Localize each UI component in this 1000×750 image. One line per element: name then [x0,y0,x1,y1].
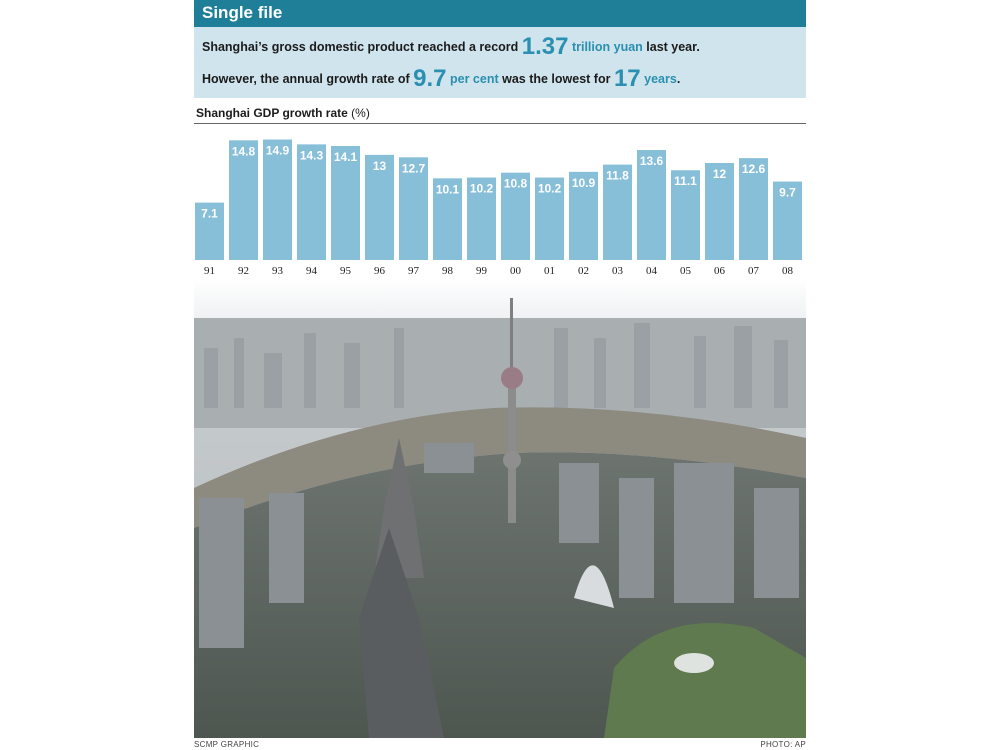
gdp-unit: trillion yuan [568,40,643,54]
intro-text: Shanghai’s gross domestic product reached a record [202,40,522,54]
intro-line-1 [202,33,700,61]
growth-unit: per cent [446,72,499,86]
intro-text: was the lowest for [498,72,614,86]
bar-value-label: 14.8 [231,144,256,159]
years-unit: years [640,72,677,86]
x-tick-label: 95 [340,265,351,277]
graphic-credit: SCMP GRAPHIC [194,740,260,749]
bar-value-label: 14.1 [333,149,358,164]
x-tick-label: 98 [442,265,453,277]
bar-value-label: 9.7 [779,185,796,200]
bar-value-label: 13 [372,158,387,173]
gdp-figure: 1.37 [521,33,569,60]
x-tick-label: 93 [272,265,283,277]
years-figure: 17 [613,65,641,92]
intro-box [194,27,806,98]
x-tick-label: 04 [646,265,657,277]
shanghai-skyline-photo [194,278,806,738]
bar-value-label: 12.7 [401,161,426,176]
bar-value-label: 10.2 [537,181,562,196]
intro-text: . [676,72,681,86]
x-tick-label: 03 [612,265,623,277]
page-title: Single file [202,3,283,22]
header-banner [194,0,806,27]
x-tick-label: 92 [238,265,249,277]
bar-value-label: 10.2 [469,181,494,196]
photo-credit: PHOTO: AP [760,740,806,749]
x-tick-label: 00 [510,265,521,277]
bar-value-label: 12 [712,166,727,181]
x-tick-label: 96 [374,265,385,277]
growth-figure: 9.7 [413,65,447,92]
bar-value-label: 11.1 [674,174,697,189]
bar-value-label: 7.1 [201,206,218,221]
gdp-bar-chart [194,124,806,278]
x-tick-label: 99 [476,265,487,277]
x-tick-label: 08 [782,265,793,277]
intro-text: last year. [642,40,700,54]
x-tick-label: 07 [748,265,759,277]
bar-value-label: 10.8 [503,176,528,191]
chart-title-unit: (%) [347,106,370,120]
x-tick-label: 05 [680,265,691,277]
skyline-illustration [194,278,806,738]
bar-value-label: 10.1 [435,182,460,197]
x-tick-label: 94 [306,265,317,277]
bar-value-label: 13.6 [639,154,664,169]
bar-value-label: 11.8 [606,168,629,183]
x-tick-label: 91 [204,265,215,277]
bar-value-label: 10.9 [571,175,596,190]
bar-93 [263,140,292,260]
x-tick-label: 06 [714,265,725,277]
chart-title [196,106,370,120]
infographic [194,0,806,750]
bar-value-label: 12.6 [741,162,766,177]
bar-value-label: 14.3 [299,148,324,163]
bar-value-label: 14.9 [265,143,290,158]
x-tick-label: 97 [408,265,419,277]
intro-line-2 [202,65,680,93]
chart-title-text: Shanghai GDP growth rate [196,106,348,120]
intro-text: However, the annual growth rate of [202,72,414,86]
x-tick-label: 01 [544,265,555,277]
x-tick-label: 02 [578,265,589,277]
